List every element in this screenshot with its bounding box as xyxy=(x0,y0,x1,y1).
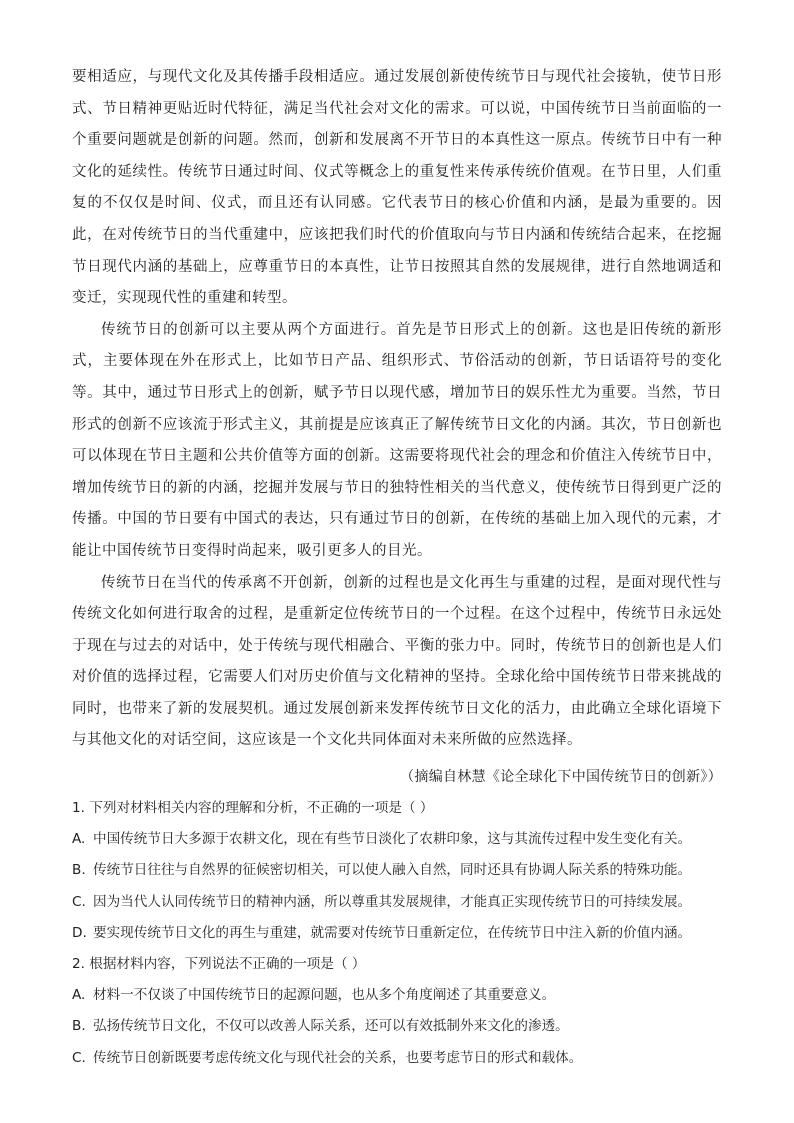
option-b xyxy=(72,855,722,886)
option-b xyxy=(72,1011,722,1042)
option-d xyxy=(72,918,722,949)
option-c xyxy=(72,1043,722,1074)
option-label: A. xyxy=(72,831,86,848)
option-label: A. xyxy=(72,987,86,1004)
option-text: 材料一不仅谈了中国传统节日的起源问题，也从多个角度阐述了其重要意义。 xyxy=(93,987,556,1004)
reading-passage xyxy=(72,62,722,791)
exam-page xyxy=(72,62,722,1074)
option-text: 传统节日创新既要考虑传统文化与现代社会的关系，也要考虑节日的形式和载体。 xyxy=(93,1049,583,1066)
passage-source: （摘编自林慧《论全球化下中国传统节日的创新》） xyxy=(400,769,722,786)
option-label: C. xyxy=(72,893,86,910)
option-text: 因为当代人认同传统节日的精神内涵，所以尊重其发展规律，才能真正实现传统节日的可持续发展。 xyxy=(93,893,692,910)
question-stem: 1. 下列对材料相关内容的理解和分析，不正确的一项是（ ） xyxy=(72,800,434,817)
passage-paragraph-2: 传统节日的创新可以主要从两个方面进行。首先是节日形式上的创新。这也是旧传统的新形式，主要体现在外在形式上，比如节日产品、组织形式、节俗活动的创新，节日话语符号的变化等。其中，通过节日形式上的创新，赋予节日以现代感，增加节日的娱乐性尤为重要。当然，节日形式的创新不应该流于形式主义，其前提是应该真正了解传统节日文化的内涵。其次，节日创新也可以体现在节日主题和公共价值等方面的创新。这需要将现代社会的理念和价值注入传统节日中，增加传统节日的新的内涵，挖掘并发展与节日的独特性相关的当代意义，使传统节日得到更广泛的传播。中国的节日要有中国式的表达，只有通过节日的创新，在传统的基础上加入现代的元素，才能让中国传统节日变得时尚起来，吸引更多人的目光。 xyxy=(72,321,722,559)
option-text: 要实现传统节日文化的再生与重建，就需要对传统节日重新定位，在传统节日中注入新的价值内涵。 xyxy=(93,924,692,941)
option-a xyxy=(72,824,722,855)
option-c xyxy=(72,887,722,918)
question-list xyxy=(72,793,722,1074)
option-text: 弘扬传统节日文化，不仅可以改善人际关系，还可以有效抵制外来文化的渗透。 xyxy=(93,1018,569,1035)
passage-paragraph-3: 传统节日在当代的传承离不开创新，创新的过程也是文化再生与重建的过程，是面对现代性与传统文化如何进行取舍的过程，是重新定位传统节日的一个过程。在这个过程中，传统节日永远处于现在与过去的对话中，处于传统与现代相融合、平衡的张力中。同时，传统节日的创新也是人们对价值的选择过程，它需要人们对历史价值与文化精神的坚持。全球化给中国传统节日带来挑战的同时，也带来了新的发展契机。通过发展创新来发挥传统节日文化的活力，由此确立全球化语境下与其他文化的对话空间，这应该是一个文化共同体面对未来所做的应然选择。 xyxy=(72,574,722,749)
option-label: B. xyxy=(72,1018,86,1035)
option-label: D. xyxy=(72,924,87,941)
question-2 xyxy=(72,949,722,1074)
option-a xyxy=(72,980,722,1011)
option-label: C. xyxy=(72,1049,86,1066)
option-text: 中国传统节日大多源于农耕文化，现在有些节日淡化了农耕印象，这与其流传过程中发生变化有关。 xyxy=(93,831,692,848)
question-stem: 2. 根据材料内容，下列说法不正确的一项是（ ） xyxy=(72,956,366,973)
option-text: 传统节日往往与自然界的征候密切相关，可以使人融入自然，同时还具有协调人际关系的特殊功能。 xyxy=(93,862,692,879)
option-label: B. xyxy=(72,862,86,879)
question-1 xyxy=(72,793,722,949)
passage-paragraph-1: 要相适应，与现代文化及其传播手段相适应。通过发展创新使传统节日与现代社会接轨，使节日形式、节日精神更贴近时代特征，满足当代社会对文化的需求。可以说，中国传统节日当前面临的一个重要问题就是创新的问题。然而，创新和发展离不开节日的本真性这一原点。传统节日中有一种文化的延续性。传统节日通过时间、仪式等概念上的重复性来传承传统价值观。在节日里，人们重复的不仅仅是时间、仪式，而且还有认同感。它代表节日的核心价值和内涵，是最为重要的。因此，在对传统节日的当代重建中，应该把我们时代的价值取向与节日内涵和传统结合起来，在挖掘节日现代内涵的基础上，应尊重节日的本真性，让节日按照其自然的发展规律，进行自然地调适和变迁，实现现代性的重建和转型。 xyxy=(72,69,722,307)
